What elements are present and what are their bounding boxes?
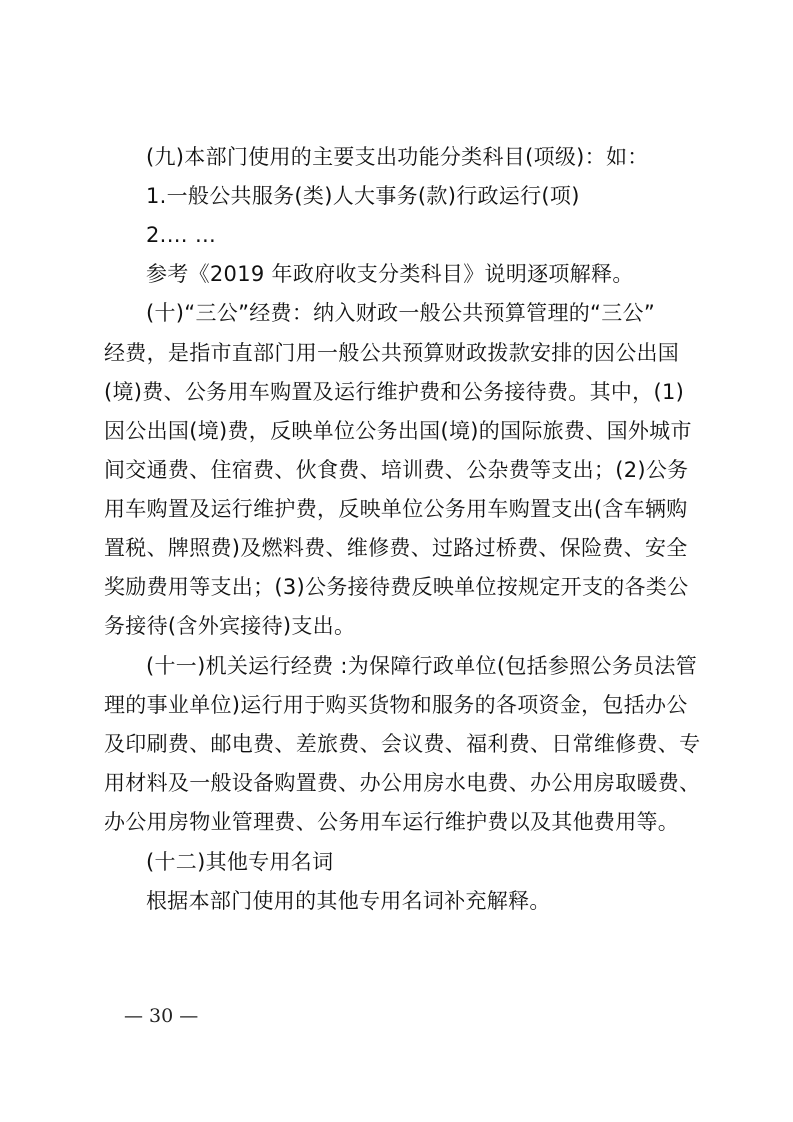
section-11-line-2: 理的事业单位)运行用于购买货物和服务的各项资金，包括办公: [104, 693, 688, 717]
section-10-line-1: (十)“三公”经费：纳入财政一般公共预算管理的“三公”: [146, 301, 656, 325]
section-11-line-4: 用材料及一般设备购置费、办公用房水电费、办公用房取暖费、: [104, 771, 701, 795]
section-10-line-7: 置税、牌照费)及燃料费、维修费、过路过桥费、保险费、安全: [104, 536, 688, 560]
section-9-item-1: 1.一般公共服务(类)人大事务(款)行政运行(项): [146, 184, 580, 208]
page-number: — 30 —: [124, 1005, 199, 1027]
section-10-line-3: (境)费、公务用车购置及运行维护费和公务接待费。其中，(1): [104, 380, 685, 404]
section-9-heading: (九)本部门使用的主要支出功能分类科目(项级)：如：: [146, 145, 649, 169]
section-12-text: 根据本部门使用的其他专用名词补充解释。: [146, 889, 551, 913]
section-10-line-2: 经费，是指市直部门用一般公共预算财政拨款安排的因公出国: [104, 341, 680, 365]
section-11-line-3: 及印刷费、邮电费、差旅费、会议费、福利费、日常维修费、专: [104, 732, 701, 756]
section-10-line-4: 因公出国(境)费，反映单位公务出国(境)的国际旅费、国外城市: [104, 419, 692, 443]
section-10-line-5: 间交通费、住宿费、伙食费、培训费、公杂费等支出；(2)公务: [104, 458, 689, 482]
section-9-item-2: 2.… …: [146, 223, 217, 247]
section-12-heading: (十二)其他专用名词: [146, 850, 334, 874]
section-10-line-8: 奖励费用等支出；(3)公务接待费反映单位按规定开支的各类公: [104, 575, 689, 599]
section-9-reference: 参考《2019 年政府收支分类科目》说明逐项解释。: [146, 262, 634, 286]
section-10-line-9: 务接待(含外宾接待)支出。: [104, 614, 356, 638]
section-11-line-1: (十一)机关运行经费 :为保障行政单位(包括参照公务员法管: [146, 654, 698, 678]
section-10-line-6: 用车购置及运行维护费，反映单位公务用车购置支出(含车辆购: [104, 497, 688, 521]
section-11-line-5: 办公用房物业管理费、公务用车运行维护费以及其他费用等。: [104, 810, 680, 834]
